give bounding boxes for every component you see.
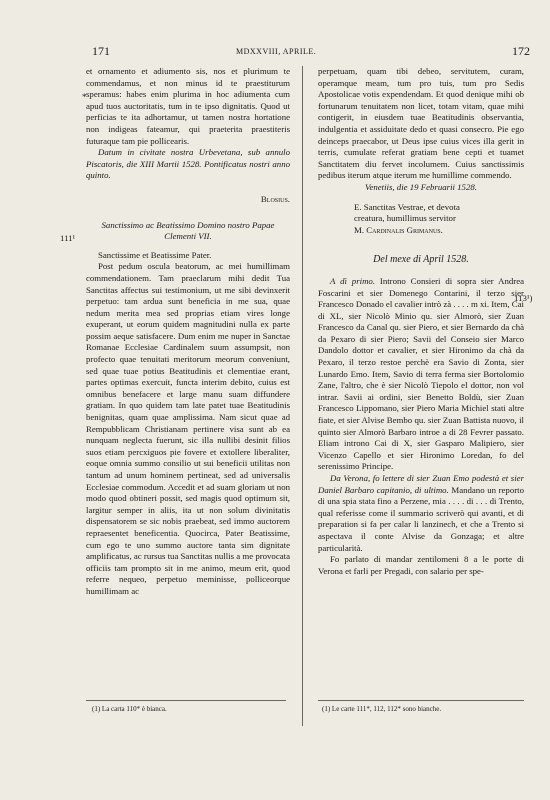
left-column xyxy=(86,66,290,598)
running-head: MDXXVIII, APRILE. xyxy=(236,47,317,56)
dateline-2: Venetiis, die 19 Februarii 1528. xyxy=(365,181,477,192)
left-paragraph-2: Post pedum oscula beatorum, ac mei humillimam commendationem. Tam praeclarum mihi dedit Tua Sanctitas affectus sui testimonium, ut me sibi devinxerit perpetuo: tam ardua sunt beneficia in me sua, quae nedum merita mea sed proprias etiam vires longe exuperant, ut eorum quidem magnitudini nulla ex parte possim aeque satisfacere. Dum enim me nuper in Sanctae Romanae Ecclesiae Cardinalem suum assumpsit, non profecto quae tenuitati meritorum meorum conveniunt, sed quae tuae potius Beatitudinis et clementiae erant, partes optimas exercuit, functa interim debito, cuius est omnibus benefacere et large manu suam diffundere gratiam. In quo quidem tam late patet tuae Beatitudinis benignitas, quam quae amplissima. Nam sicut quae ad Rempubblicam Christianam pertinere visa sunt ab ea nunquam neglecta fuerunt, sic illa nullibi desinit filios suos etiam percxiguos pie fovere et extollere liberaliter, eoque omnia summo consilio ut sui beneficii utilitas non tantum ad unum hominem pertineat, sed ad universalis Ecclesiae commodum. Accedit et ad suam gloriam ut non modo quod obtineri possit, sed magis quod optimum sit, largitur semper in aliis, ita ut non solum divinitatis dispensatorem se sic nobis praebeat, sed immo auctorem repraesentet beneficentia. Quocirca, Pater Beatissime, cum ego te uno summo auctore tanta sim dignitate amplificatus, ac rursus tua Sanctitas nullis a me provocata officiis tam prompto sit in me animo, meum erit, quod referre nequeo, perpetuo meminisse, polliceorque humillimam ac xyxy=(86,261,290,596)
signature-line-2: creatura, humillimus servitor xyxy=(354,213,456,224)
right-paragraph-2 xyxy=(318,276,524,473)
left-paragraph-1: et ornamento et adiumento sis, nos et plurimum te commendamus, et non minus id te praestiturum speramus: habes enim plurima in hoc adiumenta cum apud tuos auctoritatis, tum in te ipso dignitatis. Quod ut perficias te ita adhortamur, ut tamen nostra hortatione non indigeas fateamur, qui praeterita praestiteris futuraque tam pie pollicearis. xyxy=(86,66,290,146)
right-paragraph-3 xyxy=(318,473,524,554)
column-divider xyxy=(302,66,303,726)
footnote-left: (1) La carta 110* è bianca. xyxy=(92,705,167,713)
entry-text-2: Mandano un reporto di una spia stata fino a Perzene, mia . . . . di . . . di Trento, qual referisse come il summario scriverò qui avanti, et di preparation si fa per calar li lanzinech, et che a Trento si aspectava il conte Alvise da Gonzaga; et altre particularità. xyxy=(318,484,524,553)
letter-heading: Sanctissimo ac Beatissimo Domino nostro Papae Clementi VII. xyxy=(101,219,275,242)
page-number-right: 172 xyxy=(512,44,530,58)
salutation: Sanctissime et Beatissime Pater. xyxy=(98,249,212,260)
margin-star-mark: * xyxy=(82,92,87,102)
section-title: Del mexe di April 1528. xyxy=(373,254,469,266)
entry-lead-2: Da Verona, fo lettere di sier Zuan Emo podestà et sier Daniel Barbaro capitanio, di ultimo. xyxy=(318,473,524,495)
margin-note-right: 113¹) xyxy=(514,293,533,303)
page-header xyxy=(0,44,550,62)
entry-lead-1: A dì primo. xyxy=(330,275,376,286)
dateline-1: Datum in civitate nostra Urbevetana, sub annulo Piscatoris, die XIII Martii 1528. Pontificatus nostri anno quinto. xyxy=(86,147,290,181)
signature-line-1: E. Sanctitas Vestrae, et devota xyxy=(354,201,460,212)
footnote-right: (1) Le carte 111*, 112, 112* sono bianche. xyxy=(322,705,442,713)
right-paragraph-4: Fo parlato di mandar zentilomeni 8 a le porte di Verona et farli per Pregadi, con salario per spe- xyxy=(318,554,524,576)
signature-blosius: Blosius. xyxy=(260,193,290,204)
right-column xyxy=(318,66,524,577)
right-paragraph-1: perpetuam, quam tibi debeo, servitutem, curam, operamque meam, tum pro tuis, tum pro Sedis Apostolicae votis expendendam. Et quod denique mihi ob fortunarum tenuitatem non licet, totam vitam, quae mihi contigerit, in eiusdem tuae Beatitudinis observantia, indulgentia et assiduitate dedo et quasi consecro. Pie ego deinceps praecabor, ut Deus ipse cuius vices illa gerit in terris, cumulate referat gratiam bene cepti et tuamet Sanctitatem diu fervet incolumem. Cuius sanctissimis pedibus iterum atque iterum me humillime commendo. xyxy=(318,66,524,181)
footnote-rule-right xyxy=(318,700,524,701)
margin-note-left: 111¹ xyxy=(60,233,76,243)
signature-line-3: M. Cardinalis Grimanus. xyxy=(354,224,443,235)
page-number-left: 171 xyxy=(92,44,110,58)
footnote-rule-left xyxy=(86,700,286,701)
entry-text-1: Introno Consieri di sopra sier Andrea Foscarini et sier Domenego Contarini, il terzo sier Francesco Donado el cavalier intrò zà . . . . m xi. Item, Cai di XL, sier Nicolò Minio qu. sier Almorò, sier Zuan Francesco da Canal qu. sier Piero, et sier Bernardo da chà da Pexaro di sier Piero; Savii del Conseio sier Marco Dandolo dottor et cavalier, et sier Hironimo da chà da Pexaro, il terzo restoe perchè era Savio di Zonta, sier Lunardo Emo. Item, Savio di terra ferma sier Bortolomio Zane, l'altro, che è sier Nicolò Tiepolo el dottor, non vol intrar. Savii ai ordini, sier Benetto Boldù, sier Zuan Francesco Lippomano, sier Piero Maria Michiel stati altre fiate, et sier Alvise Bembo qu. sier Zuan Battista nuovo, il quinto sier Almorò Barbaro introe a di 28 Fevrer passato. Eliam introno Cai di X, sier Gasparo Malipiero, sier Vicenzo Capello et sier Hironimo Loredan, fo del serenissimo Principe. xyxy=(318,275,524,472)
